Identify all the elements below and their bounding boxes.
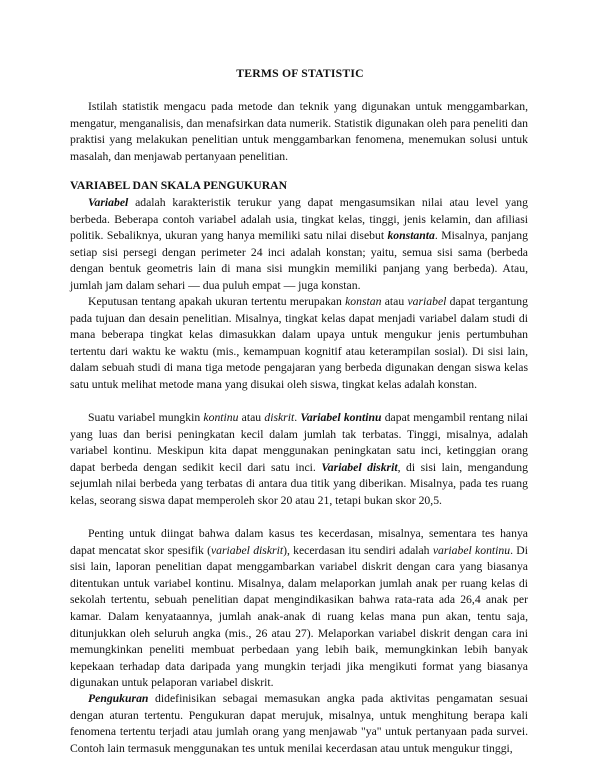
intro-paragraph: Istilah statistik mengacu pada metode dan teknik yang digunakan untuk menggambarkan, mengatur, menganalisis, dan menafsirkan data numerik. Statistik digunakan oleh para peneliti dan praktisi yang melakukan penelitian untuk menggambarkan fenomena, menemukan solusi untuk masalah, dan menjawab pertanyaan penelitian. [70,100,528,163]
em-diskrit: diskrit [264,411,295,424]
term-konstanta: konstanta [387,229,435,243]
term-variabel: Variabel [88,196,129,209]
paragraph-variabel: Variabel adalah karakteristik terukur yang dapat mengasumsikan nilai atau level yang berbeda. Beberapa contoh variabel adalah usia, tingkat kelas, tinggi, jenis kelamin, dan afiliasi politik. Sebaliknya, ukuran yang hanya memiliki satu nilai disebut konstanta. Misalnya, panjang setiap sisi persegi dengan perimeter 24 inci adalah konstan; yaitu, semua sisi sama (berbeda dengan bentuk geometris lain di mana sisi mungkin memiliki panjang yang berbeda). Atau, jumlah jam dalam sehari — dua puluh empat — juga konstan. [70,196,528,292]
em-variabel-diskrit: variabel diskrit [210,543,284,557]
term-variabel-diskrit: Variabel diskrit [321,460,398,474]
section-heading: VARIABEL DAN SKALA PENGUKURAN [70,179,288,192]
em-variabel-kontinu: variabel kontinu [432,543,511,557]
document-title: TERMS OF STATISTIC [236,67,364,80]
em-konstan: konstan [345,295,382,308]
paragraph-pengukuran: Pengukuran didefinisikan sebagai memasukan angka pada aktivitas pengamatan sesuai dengan aturan tertentu. Pengukuran dapat merujuk, misalnya, untuk menghitung berapa kali fenomena tertentu terjadi atau jumlah orang yang menjawab "ya" untuk pertanyaan pada survei. Contoh lain termasuk menggunakan tes untuk menilai kecerdasan atau untuk mengukur tinggi, [70,692,528,755]
em-kontinu: kontinu [203,411,239,424]
em-variabel: variabel [407,295,447,308]
paragraph-keputusan: Keputusan tentang apakah ukuran tertentu merupakan konstan atau variabel dapat tergantung pada tujuan dan desain penelitian. Misalnya, tingkat kelas dapat menjadi variabel dalam studi di mana beberapa tingkat kelas dimasukkan dalam upaya untuk mengukur jenis pertumbuhan tertentu dari waktu ke waktu (mis., kemampuan kognitif atau keterampilan sosial). Di sisi lain, dalam sebuah studi di mana tiga metode pengajaran yang berbeda digunakan dengan siswa kelas satu untuk melihat metode mana yang disukai oleh siswa, tingkat kelas adalah konstan. [70,295,528,391]
term-pengukuran: Pengukuran [88,692,149,705]
paragraph-tes-kecerdasan: Penting untuk diingat bahwa dalam kasus tes kecerdasan, misalnya, sementara tes hanya dapat mencatat skor spesifik (variabel diskrit), kecerdasan itu sendiri adalah variabel kontinu. Di sisi lain, laporan penelitian dapat menggambarkan variabel diskrit dengan cara yang biasanya ditentukan untuk variabel kontinu. Misalnya, dalam melaporkan jumlah anak per ruang kelas di sekolah tertentu, sebuah penelitian dapat mengindikasikan bahwa rata-rata ada 26,4 anak per kamar. Dalam kenyataannya, jumlah anak-anak di ruang kelas mana pun akan, tentu saja, ditunjukkan oleh seluruh angka (mis., 26 atau 27). Melaporkan variabel diskrit dengan cara ini memungkinkan peneliti membuat perbedaan yang lebih baik, memungkinkan lebih banyak kepekaan terhadap data daripada yang mungkin terjadi jika mengikuti format yang biasanya digunakan untuk pelaporan variabel diskrit. [70,527,528,690]
term-variabel-kontinu: Variabel kontinu [300,411,382,424]
paragraph-kontinu-diskrit: Suatu variabel mungkin kontinu atau diskrit. Variabel kontinu dapat mengambil rentang nilai yang luas dan berisi peningkatan kecil dalam jumlah tak terbatas. Tinggi, misalnya, adalah variabel kontinu. Meskipun kita dapat menggunakan peningkatan satu inci, ketinggian orang dapat berbeda dengan sedikit kecil dari satu inci. Variabel diskrit, di sisi lain, mengandung sejumlah nilai berbeda yang terbatas di antara dua titik yang diberikan. Misalnya, pada tes ruang kelas, seorang siswa dapat memperoleh skor 20 atau 21, tetapi bukan skor 20,5. [70,411,528,507]
